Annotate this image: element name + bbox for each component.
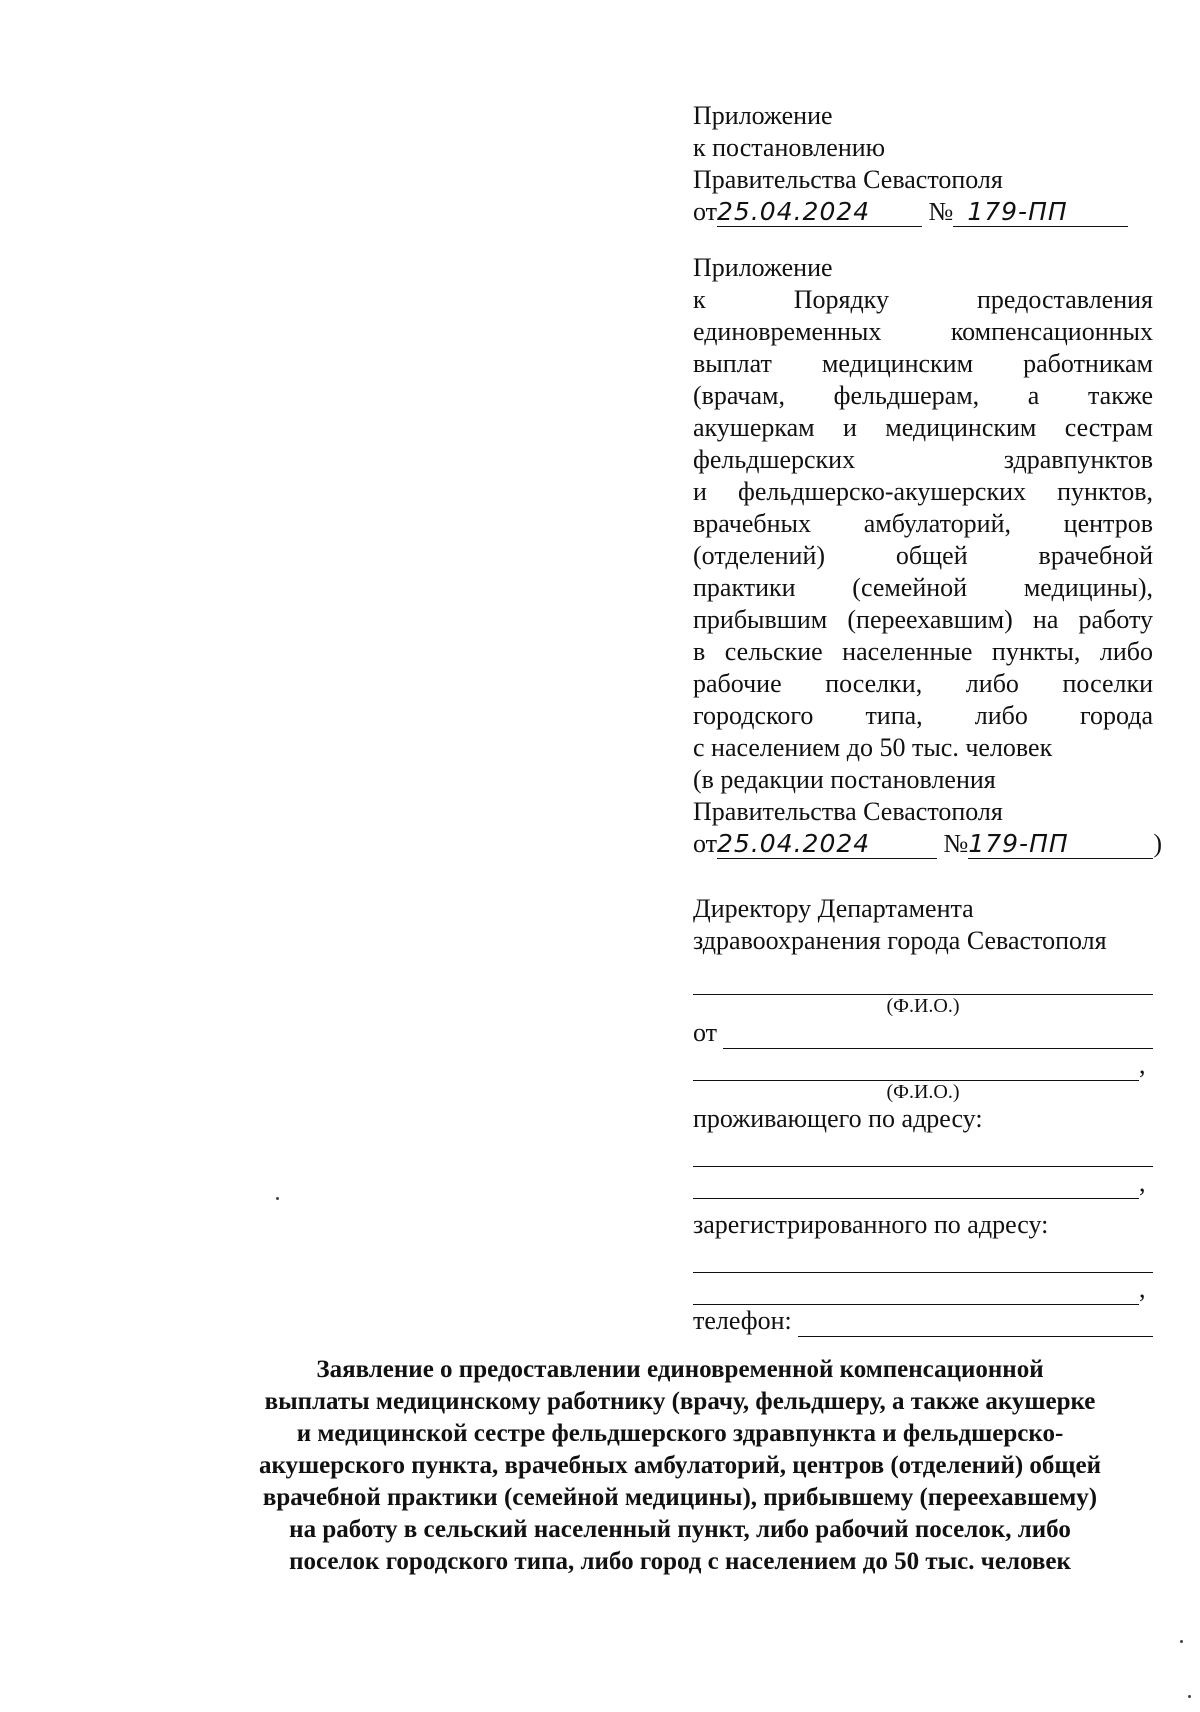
scan-speck [1188,1695,1191,1698]
scan-speck [276,1197,279,1200]
amendment-date [717,830,937,859]
residence-address-rule-2[interactable] [693,1172,1139,1199]
date-prefix: от [693,829,718,858]
addressee-fio-rule[interactable] [693,968,1153,995]
number-prefix: № [943,829,969,858]
title-line: выплаты медицинскому работнику (врачу, фельдшеру, а также акушерке [264,1388,1096,1415]
comma: , [1139,1050,1146,1079]
decree-date-handwritten: 25.04.2024 [717,197,871,226]
appendix-header-2-line: Приложение [693,253,833,282]
appendix-header-2-line: к Порядку предоставления [693,285,1153,314]
applicant-fio-rule-1[interactable] [723,1022,1153,1049]
decree-reference-line [693,196,1153,228]
appendix-header-2-line: прибывшим (переехавшим) на работу [693,605,1153,634]
appendix-header-2-line: фельдшерских здравпунктов [693,445,1153,474]
registration-address-field-1[interactable] [693,1241,1153,1273]
fio-caption: (Ф.И.О.) [886,995,960,1017]
number-prefix: № [928,197,954,226]
residence-address-rule-1[interactable] [693,1140,1153,1167]
title-line: акушерского пункта, врачебных амбулаторий, центров (отделений) общей [258,1452,1102,1479]
registration-address-rule-2[interactable] [693,1278,1139,1305]
from-label: от [693,1018,718,1047]
applicant-fio-field-2[interactable] [693,1049,1153,1081]
applicant-from-field[interactable] [693,1017,1153,1049]
appendix-header-2-line: практики (семейной медицины), [693,573,1153,602]
title-line: врачебной практики (семейной медицины), прибывшему (переехавшему) [262,1484,1098,1511]
appendix-header-2-line: в сельские населенные пункты, либо [693,637,1153,666]
comma: , [1139,1168,1146,1197]
addressee-fio-field[interactable] [693,963,1153,995]
appendix-header-2-line: выплат медицинским работникам [693,349,1153,378]
appendix-header-2 [693,252,1163,860]
appendix-header-2-line: (в редакции постановления [693,765,996,794]
title-line: поселок городского типа, либо город с населением до 50 тыс. человек [289,1548,1071,1575]
comma: , [1139,1274,1146,1303]
appendix-header-2-line: (врачам, фельдшерам, а также [693,381,1153,410]
addressee-block [693,893,1153,1337]
appendix-header-2-line: рабочие поселки, либо поселки [693,669,1153,698]
appendix-header-2-line: (отделений) общей врачебной [693,541,1153,570]
addressee-line: здравоохранения города Севастополя [693,926,1107,955]
decree-number [953,198,1128,227]
decree-number-handwritten: 179-ПП [967,197,1068,226]
applicant-fio-rule-2[interactable] [693,1054,1139,1081]
appendix-header-2-line: с населением до 50 тыс. человек [693,733,1053,762]
residence-label: проживающего по адресу: [693,1104,983,1133]
registration-label: зарегистрированного по адресу: [693,1210,1049,1239]
addressee-line: Директору Департамента [693,894,974,923]
residence-address-field-2[interactable] [693,1167,1153,1199]
title-line: Заявление о предоставлении единовременной компенсационной [316,1356,1044,1383]
closing-parenthesis: ) [1153,829,1163,858]
appendix-header-2-line: городского типа, либо города [693,701,1153,730]
appendix-header-1 [693,100,1153,228]
amendment-number-handwritten: 179-ПП [968,829,1069,858]
amendment-date-handwritten: 25.04.2024 [717,829,871,858]
phone-rule[interactable] [798,1310,1153,1337]
appendix-header-2-line: и фельдшерско-акушерских пунктов, [693,477,1153,506]
appendix-header-2-line: единовременных компенсационных [693,317,1153,346]
scan-speck [1180,1640,1183,1643]
appendix-header-2-line: Правительства Севастополя [693,797,1003,826]
phone-label: телефон: [693,1306,792,1335]
phone-field[interactable] [693,1305,1153,1337]
amendment-number [968,830,1153,859]
fio-caption: (Ф.И.О.) [886,1081,960,1103]
application-title [200,1354,1160,1578]
registration-address-rule-1[interactable] [693,1246,1153,1273]
appendix-header-1-line: Приложение [693,101,833,130]
appendix-header-1-line: к постановлению [693,133,886,162]
appendix-header-1-line: Правительства Севастополя [693,165,1003,194]
registration-address-field-2[interactable] [693,1273,1153,1305]
title-line: на работу в сельский населенный пункт, либо рабочий поселок, либо [289,1516,1071,1543]
title-line: и медицинской сестре фельдшерского здравпункта и фельдшерско- [296,1420,1064,1447]
appendix-header-2-line: акушеркам и медицинским сестрам [693,413,1153,442]
date-prefix: от [693,197,718,226]
decree-date [717,198,922,227]
appendix-header-2-line: врачебных амбулаторий, центров [693,509,1153,538]
residence-address-field-1[interactable] [693,1135,1153,1167]
amendment-reference-line [693,828,1163,860]
